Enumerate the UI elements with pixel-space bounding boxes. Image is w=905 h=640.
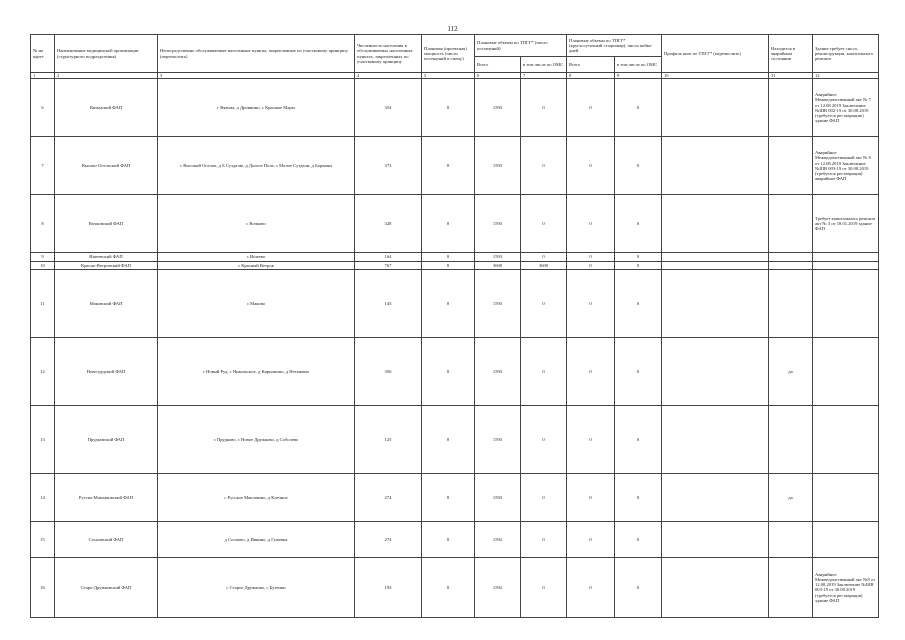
cell-bed-days-oms: 0: [615, 253, 662, 261]
col-number: 2: [55, 73, 158, 79]
cell-capacity: 8: [422, 521, 475, 557]
cell-bed-profile: [662, 521, 769, 557]
table-row: [31, 473, 879, 521]
cell-emergency-state: [769, 269, 813, 337]
facilities-table: [30, 34, 879, 618]
col-number: 9: [615, 73, 662, 79]
cell-visits-oms: 0: [521, 195, 567, 253]
cell-map-number: 13: [31, 405, 55, 473]
header-bed-days-oms: в том числе по ОМС: [615, 57, 662, 73]
cell-bed-days-oms: 0: [615, 473, 662, 521]
cell-capacity: 8: [422, 269, 475, 337]
cell-bed-days-oms: 0: [615, 79, 662, 137]
header-visits-total: Всего: [475, 57, 521, 73]
header-capacity: Плановая (проектная) мощность (число посещений в смену): [422, 35, 475, 73]
cell-bed-profile: [662, 79, 769, 137]
cell-settlements: с Новый Руд, с Никольское, д Кирилкино, д Нетыкино: [158, 337, 355, 405]
cell-building-note: [813, 253, 879, 261]
cell-map-number: 16: [31, 557, 55, 617]
table-row: [31, 521, 879, 557]
cell-building-note: [813, 269, 879, 337]
cell-bed-days-total: 0: [567, 261, 615, 269]
cell-bed-days-total: 0: [567, 137, 615, 195]
cell-building-note: [813, 337, 879, 405]
cell-emergency-state: [769, 557, 813, 617]
col-number: 10: [662, 73, 769, 79]
cell-emergency-state: [769, 405, 813, 473]
cell-building-note: [813, 405, 879, 473]
cell-settlements: г Вязьма, д Дровнино, с Красные Мары: [158, 79, 355, 137]
cell-emergency-state: [769, 195, 813, 253]
cell-population: 143: [355, 269, 422, 337]
cell-org-name: Вочковский ФАП: [55, 195, 158, 253]
cell-bed-profile: [662, 557, 769, 617]
header-organization: Наименование медицинской организации (структурного подразделения): [55, 35, 158, 73]
cell-population: 274: [355, 521, 422, 557]
col-number: 11: [769, 73, 813, 79]
cell-bed-days-total: 0: [567, 253, 615, 261]
cell-visits-total: 1593: [475, 79, 521, 137]
page-number: 112: [447, 25, 458, 33]
cell-settlements: с Старое Дружково, с Бутенки: [158, 557, 355, 617]
table-row: [31, 269, 879, 337]
col-number: 6: [475, 73, 521, 79]
cell-bed-profile: [662, 337, 769, 405]
cell-bed-profile: [662, 137, 769, 195]
cell-capacity: 8: [422, 261, 475, 269]
cell-org-name: Маковский ФАП: [55, 269, 158, 337]
col-number: 4: [355, 73, 422, 79]
cell-population: 328: [355, 195, 422, 253]
table-row: [31, 137, 879, 195]
cell-population: 274: [355, 473, 422, 521]
table-row: [31, 79, 879, 137]
col-number: 1: [31, 73, 55, 79]
cell-visits-oms: 0: [521, 557, 567, 617]
cell-building-note: Требует капитального ремонта акт № 3 от 18.01.2019 здание ФАП: [813, 195, 879, 253]
cell-capacity: 8: [422, 137, 475, 195]
col-number: 5: [422, 73, 475, 79]
cell-org-name: Старо-Дружковский ФАП: [55, 557, 158, 617]
cell-visits-total: 1593: [475, 473, 521, 521]
cell-bed-days-oms: 0: [615, 261, 662, 269]
cell-capacity: 8: [422, 253, 475, 261]
cell-building-note: Аварийное Межведомственный акт № 7 от 12.08.2019 Заключение №ШВ 002-19 от 30.08.2019 (требуется реставрацию) здание ФАП: [813, 79, 879, 137]
cell-map-number: 9: [31, 253, 55, 261]
cell-bed-days-oms: 0: [615, 195, 662, 253]
cell-bed-days-total: 0: [567, 79, 615, 137]
cell-settlements: с Маково: [158, 269, 355, 337]
cell-visits-total: 1593: [475, 269, 521, 337]
cell-settlements: с Русское Маклаково, д Клечное: [158, 473, 355, 521]
header-visits-oms: в том числе по ОМС: [521, 57, 567, 73]
cell-map-number: 10: [31, 261, 55, 269]
cell-population: 164: [355, 253, 422, 261]
cell-map-number: 14: [31, 473, 55, 521]
cell-bed-days-total: 0: [567, 269, 615, 337]
table-row: [31, 261, 879, 269]
cell-org-name: Русско-Маклаковский ФАП: [55, 473, 158, 521]
header-bed-profile: Профиль коек по ТПГГ* (перечислить): [662, 35, 769, 73]
cell-visits-total: 3600: [475, 261, 521, 269]
cell-settlements: д Сосново, д Ивкино, д Гужевка: [158, 521, 355, 557]
table-row: [31, 405, 879, 473]
cell-visits-oms: 0: [521, 337, 567, 405]
cell-bed-days-oms: 0: [615, 557, 662, 617]
header-planned-bed-days: Плановые объемы по ТПГГ* (круглосуточный стационар), число койко-дней: [567, 35, 662, 57]
cell-building-note: [813, 521, 879, 557]
table-row: [31, 253, 879, 261]
table-row: [31, 337, 879, 405]
cell-emergency-state: [769, 261, 813, 269]
cell-bed-profile: [662, 261, 769, 269]
cell-org-name: Ишеевский ФАП: [55, 253, 158, 261]
cell-population: 356: [355, 337, 422, 405]
cell-bed-days-total: 0: [567, 557, 615, 617]
header-emergency-state: Находится в аварийном состоянии: [769, 35, 813, 73]
col-number: 8: [567, 73, 615, 79]
header-reconstruction: Здание требует сноса, реконструкции, капитального ремонта: [813, 35, 879, 73]
cell-emergency-state: да: [769, 337, 813, 405]
cell-settlements: с Высокий Оселок, д Б Суздалю, д Долгое Поле, с Малое Суздали, д Борками: [158, 137, 355, 195]
cell-visits-total: 1592: [475, 521, 521, 557]
header-served-settlements: Непосредственно обслуживаемые населенные пункты, закрепленные по участковому принципу (перечислить): [158, 35, 355, 73]
cell-map-number: 12: [31, 337, 55, 405]
cell-settlements: с Прудково, с Новое Дружково, д Соболево: [158, 405, 355, 473]
header-planned-visits: Плановые объемы по ТПГГ* (число посещений): [475, 35, 567, 57]
cell-bed-profile: [662, 253, 769, 261]
cell-map-number: 15: [31, 521, 55, 557]
cell-org-name: Вязьмский ФАП: [55, 79, 158, 137]
col-number: 7: [521, 73, 567, 79]
cell-org-name: Сосновский ФАП: [55, 521, 158, 557]
cell-visits-oms: 0: [521, 253, 567, 261]
cell-bed-days-total: 0: [567, 195, 615, 253]
cell-visits-oms: 0: [521, 473, 567, 521]
cell-bed-days-oms: 0: [615, 337, 662, 405]
cell-bed-days-oms: 0: [615, 405, 662, 473]
cell-map-number: 8: [31, 195, 55, 253]
cell-population: 193: [355, 557, 422, 617]
col-number: 3: [158, 73, 355, 79]
cell-building-note: [813, 261, 879, 269]
cell-building-note: Аварийное Межведомственный акт №8 от 12.08.2019 Заключение №ШВ 003-19 от 30.08.2019 (требуется реставрация) здание ФАП: [813, 557, 879, 617]
cell-bed-days-total: 0: [567, 473, 615, 521]
cell-emergency-state: [769, 137, 813, 195]
cell-bed-days-oms: 0: [615, 521, 662, 557]
cell-capacity: 8: [422, 79, 475, 137]
cell-capacity: 8: [422, 337, 475, 405]
cell-bed-profile: [662, 473, 769, 521]
cell-visits-total: 1593: [475, 195, 521, 253]
cell-org-name: Высоко-Осельский ФАП: [55, 137, 158, 195]
cell-visits-total: 1593: [475, 337, 521, 405]
cell-bed-profile: [662, 269, 769, 337]
cell-map-number: 6: [31, 79, 55, 137]
cell-visits-total: 1592: [475, 557, 521, 617]
cell-visits-oms: 3600: [521, 261, 567, 269]
cell-bed-profile: [662, 195, 769, 253]
cell-org-name: Ново-рудский ФАП: [55, 337, 158, 405]
cell-bed-days-oms: 0: [615, 269, 662, 337]
cell-population: 373: [355, 137, 422, 195]
cell-visits-total: 1593: [475, 405, 521, 473]
cell-emergency-state: [769, 521, 813, 557]
cell-visits-total: 1593: [475, 137, 521, 195]
cell-emergency-state: [769, 253, 813, 261]
header-map-number: № на карте: [31, 35, 55, 73]
cell-visits-oms: 0: [521, 79, 567, 137]
cell-org-name: Прудковский ФАП: [55, 405, 158, 473]
header-population: Численность населения в обслуживаемых населенных пунктах, закрепленных по участковому принципу: [355, 35, 422, 73]
cell-bed-days-oms: 0: [615, 137, 662, 195]
cell-visits-oms: 0: [521, 137, 567, 195]
cell-building-note: Аварийное Межведомственный акт № 8 от 12.08.2019 Заключение №ШВ 003-19 от 30.08.2019 (требуется реставрация) аварийное ФАП: [813, 137, 879, 195]
cell-visits-oms: 0: [521, 521, 567, 557]
col-number: 12: [813, 73, 879, 79]
table-row: [31, 557, 879, 617]
cell-capacity: 8: [422, 557, 475, 617]
table-row: [31, 195, 879, 253]
cell-bed-profile: [662, 405, 769, 473]
cell-capacity: 8: [422, 195, 475, 253]
cell-capacity: 8: [422, 473, 475, 521]
cell-org-name: Красно-Ветровский ФАП: [55, 261, 158, 269]
cell-population: 354: [355, 79, 422, 137]
header-bed-days-total: Всего: [567, 57, 615, 73]
cell-settlements: с Ишеево: [158, 253, 355, 261]
cell-map-number: 7: [31, 137, 55, 195]
cell-settlements: с Вочково: [158, 195, 355, 253]
cell-emergency-state: да: [769, 473, 813, 521]
cell-emergency-state: [769, 79, 813, 137]
cell-bed-days-total: 0: [567, 405, 615, 473]
cell-visits-total: 1593: [475, 253, 521, 261]
cell-capacity: 8: [422, 405, 475, 473]
cell-visits-oms: 0: [521, 269, 567, 337]
cell-building-note: [813, 473, 879, 521]
cell-settlements: с Красный Ветрок: [158, 261, 355, 269]
cell-population: 767: [355, 261, 422, 269]
cell-bed-days-total: 0: [567, 521, 615, 557]
cell-bed-days-total: 0: [567, 337, 615, 405]
cell-population: 125: [355, 405, 422, 473]
cell-visits-oms: 0: [521, 405, 567, 473]
cell-map-number: 11: [31, 269, 55, 337]
